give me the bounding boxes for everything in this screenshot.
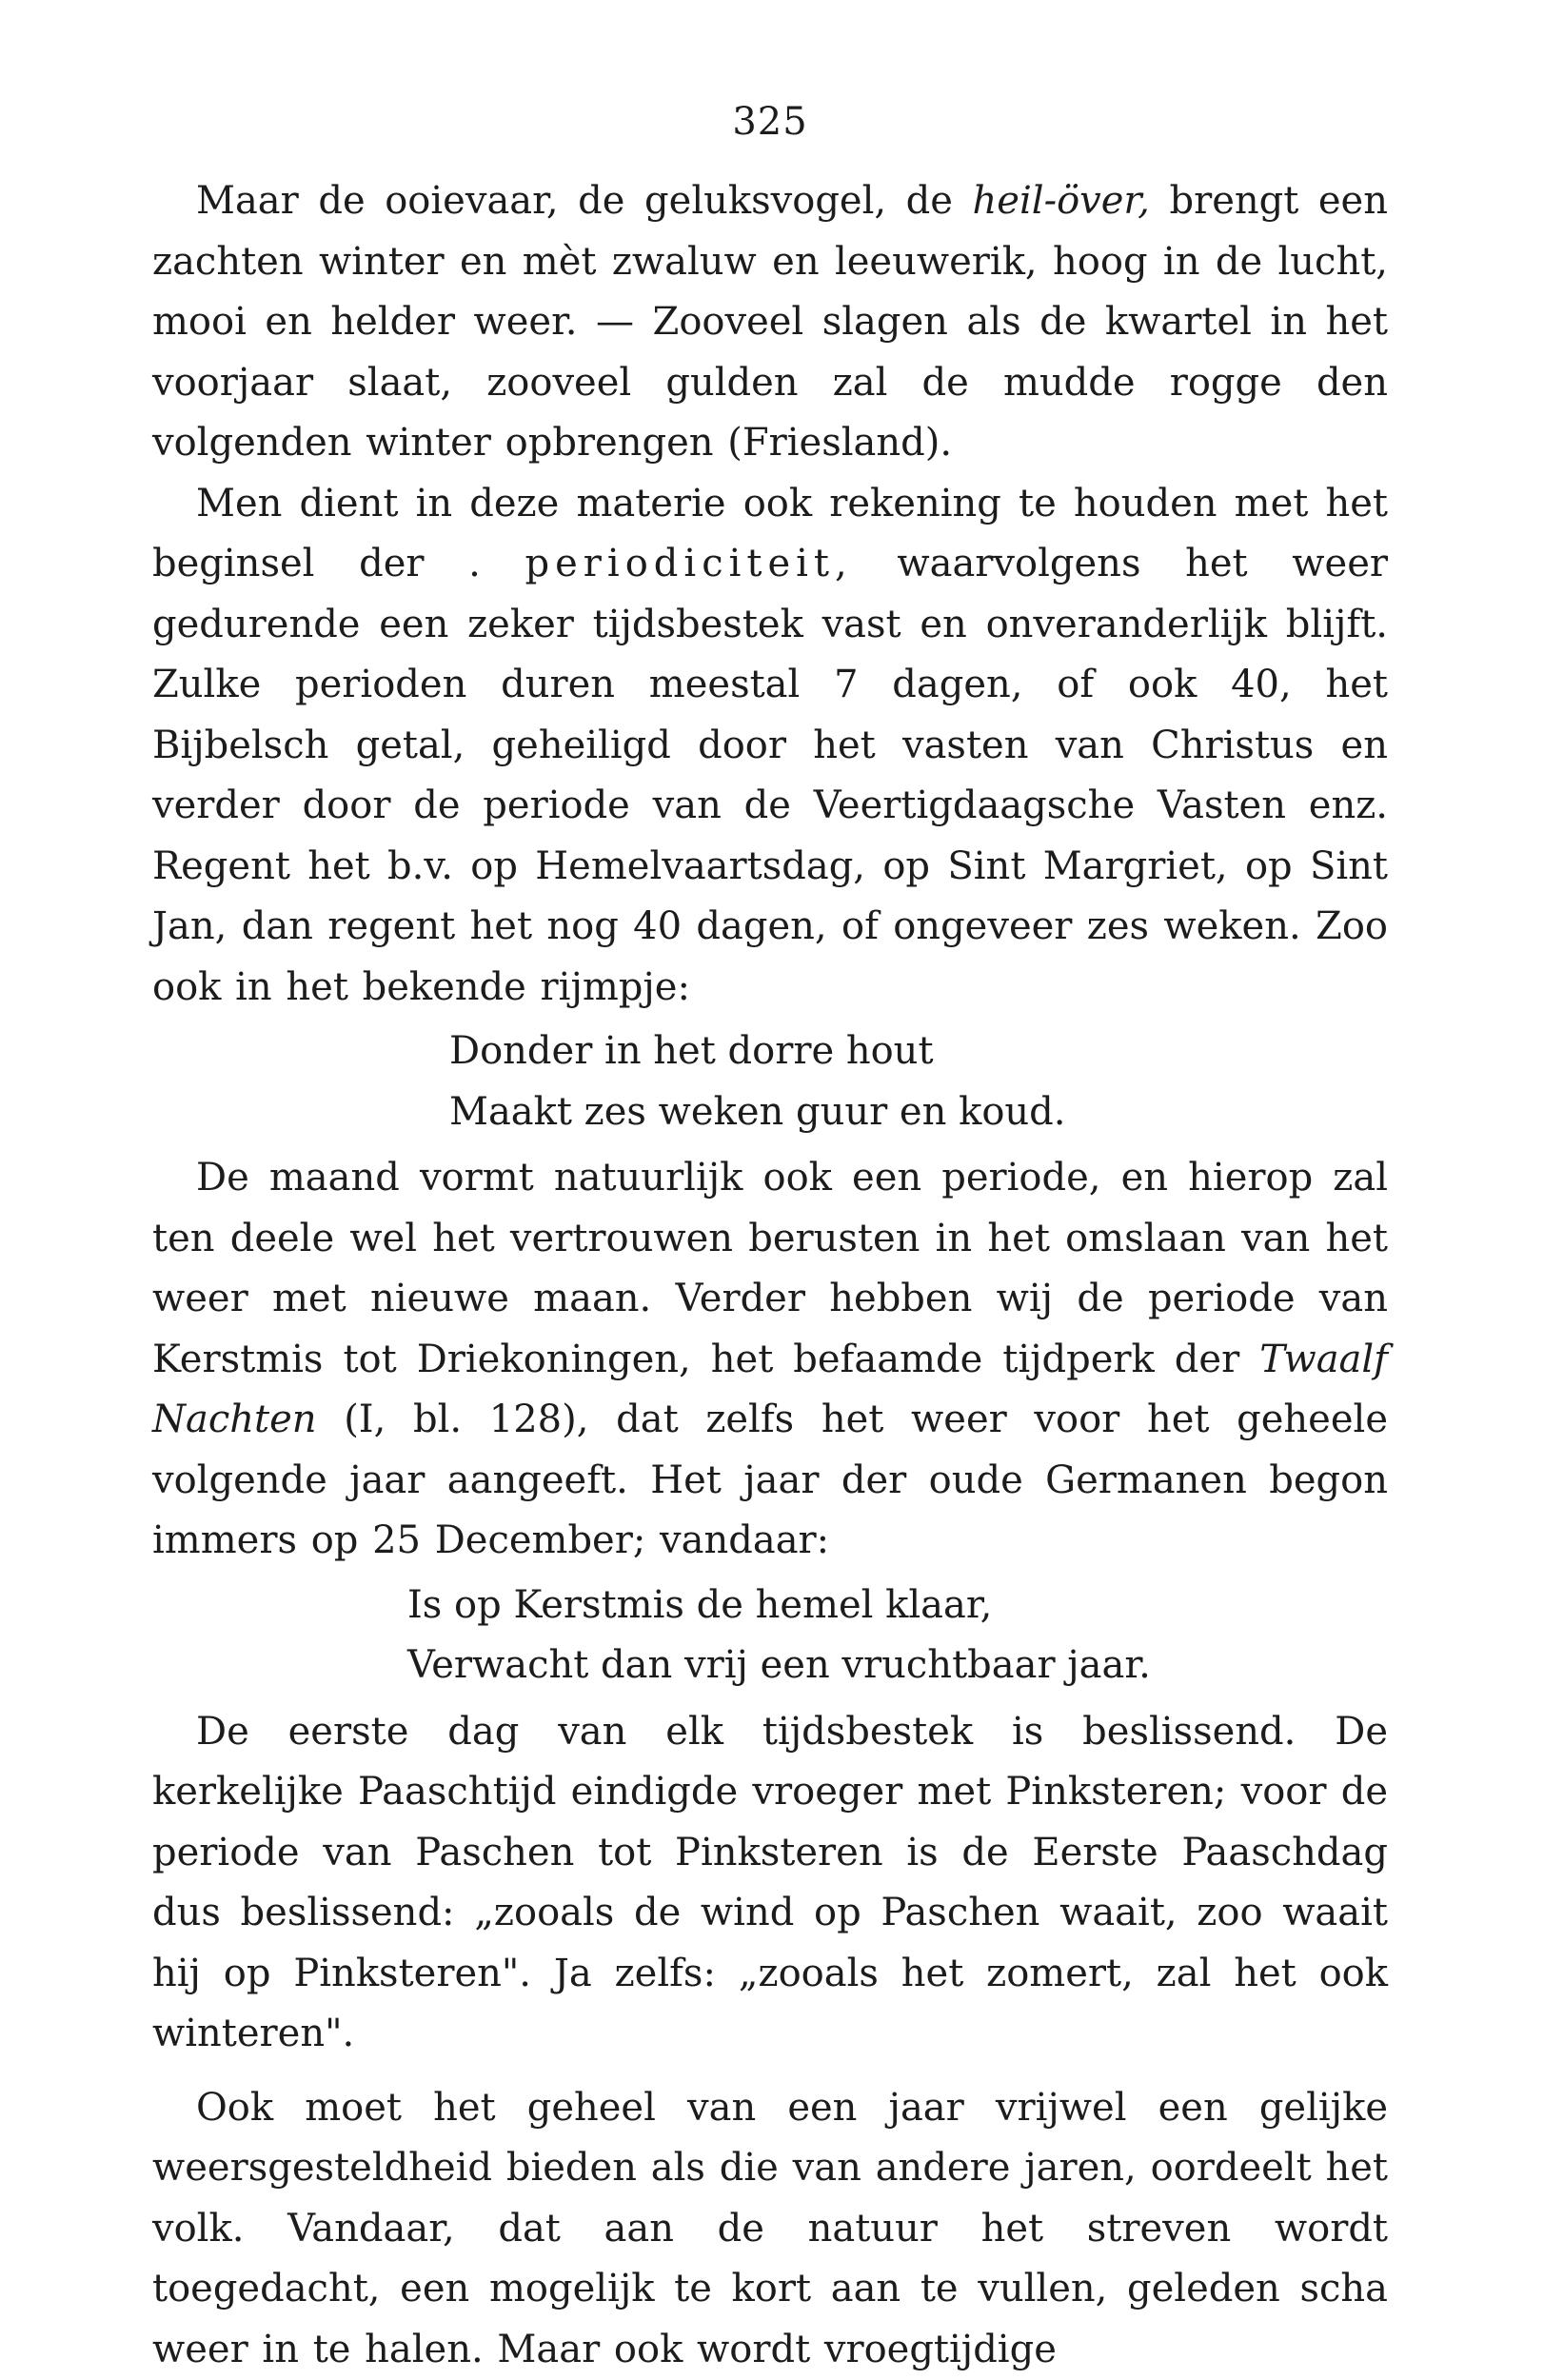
paragraph-text: De maand vormt natuurlijk ook een periode, en hierop zal ten deele wel het vertrouwen berusten in het omslaan van het weer met nieuwe maan. Verder hebben wij de periode van Kerstmis tot Driekoningen, het befaamde tijdperk der: [152, 1156, 1388, 1381]
paragraph-periodicity: [152, 474, 1388, 1019]
verse-line: Verwacht dan vrij een vruchtbaar jaar.: [407, 1636, 1388, 1696]
paragraph-text: Maar de ooievaar, de geluksvogel, de: [196, 179, 973, 223]
paragraph-text: Men dient in deze materie ook rekening te houden met het beginsel der .: [152, 482, 1388, 586]
verse-line: Donder in het dorre hout: [449, 1021, 1388, 1082]
verse-christmas: [152, 1576, 1388, 1696]
verse-line: Is op Kerstmis de hemel klaar,: [407, 1576, 1388, 1636]
verse-line: Maakt zes weken guur en koud.: [449, 1082, 1388, 1143]
paragraph-stork: [152, 171, 1388, 474]
italic-term: Twaalf Nachten: [152, 1338, 1388, 1442]
verse-thunder: [152, 1021, 1388, 1142]
paragraph-year: Ook moet het geheel van een jaar vrijwel een gelijke weersgesteldheid bieden als die van andere jaren, oordeelt het volk. Vandaar, dat aan de natuur het streven wordt toegedacht, een mogelijk te kort aan te vullen, geleden scha weer in te halen. Maar ook wordt vroegtijdige: [152, 2078, 1388, 2380]
paragraph-month: [152, 1148, 1388, 1572]
book-page: [152, 95, 1388, 2380]
italic-term: heil-över,: [973, 179, 1150, 223]
paragraph-text: brengt een zachten winter en mèt zwaluw en leeuwerik, hoog in de lucht, mooi en helder weer. — Zooveel slagen als de kwartel in het voorjaar slaat, zooveel gulden zal de mudde rogge den volgenden winter opbrengen (Friesland).: [152, 179, 1388, 465]
spaced-term: periodiciteit,: [525, 542, 853, 585]
paragraph-text: (I, bl. 128), dat zelfs het weer voor het geheele volgende jaar aangeeft. Het jaar der oude Germanen begon immers op 25 December; vandaar:: [152, 1398, 1388, 1562]
paragraph-text: waarvolgens het weer gedurende een zeker tijdsbestek vast en onveranderlijk blijft. Zulke perioden duren meestal 7 dagen, of ook 40, het Bijbelsch getal, geheiligd door het vasten van Christus en verder door de periode van de Veertigdaagsche Vasten enz. Regent het b.v. op Hemelvaartsdag, op Sint Margriet, op Sint Jan, dan regent het nog 40 dagen, of ongeveer zes weken. Zoo ook in het bekende rijmpje:: [152, 542, 1388, 1009]
page-number: 325: [152, 95, 1388, 149]
paragraph-first-day: De eerste dag van elk tijdsbestek is beslissend. De kerkelijke Paaschtijd eindigde vroeger met Pinksteren; voor de periode van Paschen tot Pinksteren is de Eerste Paaschdag dus beslissend: „zooals de wind op Paschen waait, zoo waait hij op Pinksteren". Ja zelfs: „zooals het zomert, zal het ook winteren".: [152, 1702, 1388, 2065]
